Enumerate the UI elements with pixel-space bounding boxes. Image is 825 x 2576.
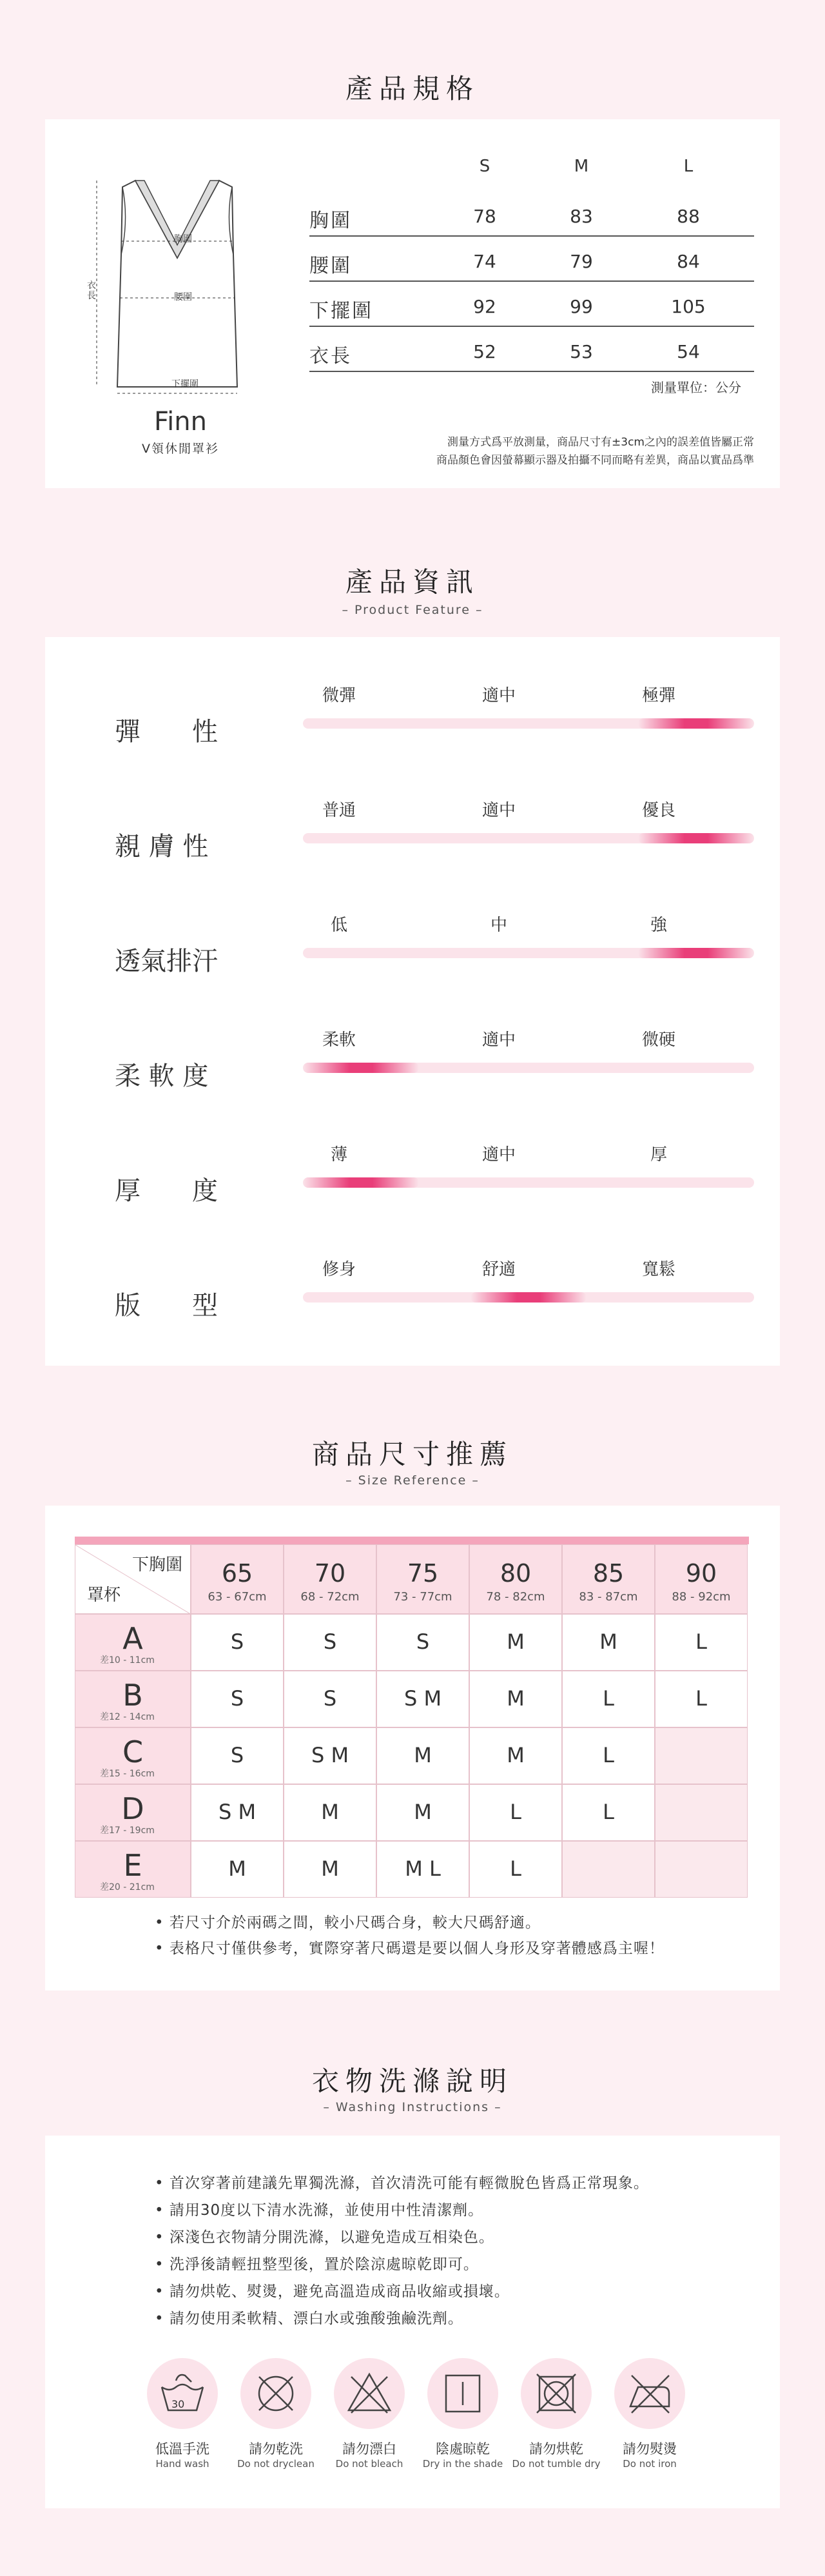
spec-row-label: 衣長 <box>309 345 352 368</box>
feature-option: 修身 <box>322 1260 356 1279</box>
spec-row-hem <box>309 280 754 327</box>
feature-option: 優良 <box>641 801 675 820</box>
wash-icon-sub: Dry in the shade <box>422 2458 503 2470</box>
size-cell: L <box>562 1784 655 1841</box>
feature-label: 親 膚 性 <box>115 832 209 861</box>
feature-subtitle: – Product Feature – <box>342 603 483 617</box>
size-cell <box>655 1727 748 1784</box>
band-number: 80 <box>500 1559 532 1588</box>
wash-line: • 深淺色衣物請分開洗滌，以避免造成互相染色。 <box>155 2229 494 2246</box>
spec-value: 78 <box>473 206 496 227</box>
wash-title: 衣物洗滌說明 <box>311 2065 513 2097</box>
feature-option: 強 <box>650 916 667 935</box>
product-desc: V領休閒罩衫 <box>142 442 219 456</box>
wash-subtitle: – Washing Instructions – <box>323 2100 502 2114</box>
wash-line: • 洗淨後請輕扭整型後，置於陰涼處晾乾即可。 <box>155 2256 479 2273</box>
feature-option: 微彈 <box>322 686 356 705</box>
band-number: 85 <box>592 1559 625 1588</box>
wash-icon-label: 請勿烘乾 <box>529 2441 583 2457</box>
size-cell: M <box>469 1727 562 1784</box>
spec-value: 79 <box>570 251 593 272</box>
size-cell: M <box>191 1841 284 1898</box>
wash-icon-sub: Do not tumble dry <box>512 2458 601 2470</box>
spec-value: 53 <box>570 341 593 362</box>
feature-option: 適中 <box>481 1145 516 1165</box>
feature-label: 版 型 <box>115 1291 218 1321</box>
color-note: 商品顏色會因螢幕顯示器及拍攝不同而略有差異，商品以實品爲準 <box>436 454 754 467</box>
feature-scale-bar <box>303 718 754 729</box>
diagram-length-label: 衣長 <box>87 280 96 301</box>
size-cell: S <box>284 1671 376 1727</box>
size-cell: S <box>376 1614 469 1671</box>
cup-letter: B <box>122 1678 143 1713</box>
size-cell: M <box>284 1841 376 1898</box>
size-cell: L <box>562 1671 655 1727</box>
spec-value: 105 <box>671 296 706 317</box>
spec-value: 88 <box>677 206 700 227</box>
size-cell: S M <box>376 1671 469 1727</box>
feature-level-marker <box>303 1063 419 1073</box>
band-header <box>284 1544 376 1614</box>
size-subtitle: – Size Reference – <box>345 1473 480 1488</box>
wash-line: • 請勿烘乾、熨燙，避免高溫造成商品收縮或損壞。 <box>155 2283 510 2300</box>
spec-row-label: 胸圍 <box>309 210 352 232</box>
cup-letter: A <box>122 1621 143 1656</box>
cup-header <box>75 1784 191 1841</box>
size-cell: L <box>562 1727 655 1784</box>
header-cup-label: 罩杯 <box>87 1586 121 1605</box>
feature-level-marker <box>471 1292 587 1303</box>
wash-line: • 請勿使用柔軟精、漂白水或強酸強鹼洗劑。 <box>155 2310 463 2327</box>
spec-row-length <box>309 326 754 372</box>
cup-header <box>75 1841 191 1898</box>
size-cell: M <box>562 1614 655 1671</box>
feature-option: 極彈 <box>641 686 675 705</box>
size-title: 商品尺寸推薦 <box>311 1439 513 1470</box>
wash-icon-label: 請勿乾洗 <box>249 2441 303 2457</box>
feature-scale-bar <box>303 1292 754 1303</box>
wash-icon-sub: Do not bleach <box>335 2458 403 2470</box>
table-corner <box>75 1544 191 1614</box>
size-cell: S <box>191 1727 284 1784</box>
band-number: 75 <box>407 1559 439 1588</box>
cup-letter: E <box>123 1848 142 1883</box>
feature-scale-bar <box>303 948 754 958</box>
band-number: 65 <box>221 1559 253 1588</box>
wash-icon-label: 低溫手洗 <box>155 2441 209 2457</box>
size-cell: S <box>191 1671 284 1727</box>
no-iron-icon <box>614 2358 685 2429</box>
size-cell <box>655 1841 748 1898</box>
feature-level-marker <box>638 948 754 958</box>
feature-option: 適中 <box>481 801 516 820</box>
feature-level-marker <box>638 833 754 843</box>
spec-row-waist <box>309 235 754 282</box>
hand-wash-icon <box>147 2358 218 2429</box>
feature-title: 產品資訊 <box>345 566 480 598</box>
dry-in-shade-icon <box>427 2358 498 2429</box>
no-dryclean-icon <box>240 2358 311 2429</box>
feature-level-marker <box>638 718 754 729</box>
wash-panel <box>45 2136 780 2508</box>
diagram-hem-label: 下擺圍 <box>171 379 199 389</box>
band-range: 68 - 72cm <box>300 1590 360 1604</box>
wash-icon-label: 請勿熨燙 <box>623 2441 677 2457</box>
band-header <box>655 1544 748 1614</box>
size-header-m: M <box>574 157 589 176</box>
cup-header <box>75 1671 191 1727</box>
size-cell: M L <box>376 1841 469 1898</box>
size-cell: M <box>469 1614 562 1671</box>
feature-option: 寬鬆 <box>641 1260 675 1279</box>
wash-temp-label: 30 <box>171 2398 185 2410</box>
no-tumble-dry-icon <box>521 2358 592 2429</box>
size-cell: S <box>284 1614 376 1671</box>
band-range: 88 - 92cm <box>672 1590 731 1604</box>
feature-option: 微硬 <box>641 1030 675 1050</box>
wash-icon-label: 請勿漂白 <box>342 2441 396 2457</box>
feature-label: 厚 度 <box>115 1176 218 1206</box>
cup-range: 差12 - 14cm <box>100 1712 155 1722</box>
band-range: 78 - 82cm <box>486 1590 545 1604</box>
feature-option: 普通 <box>322 801 356 820</box>
cup-range: 差10 - 11cm <box>100 1655 155 1666</box>
band-range: 83 - 87cm <box>579 1590 638 1604</box>
feature-scale-bar <box>303 833 754 843</box>
size-cell: L <box>469 1784 562 1841</box>
feature-panel <box>45 637 780 1366</box>
band-header <box>562 1544 655 1614</box>
cup-header <box>75 1614 191 1671</box>
feature-level-marker <box>303 1177 419 1188</box>
wash-icon-sub: Hand wash <box>155 2458 209 2470</box>
spec-value: 84 <box>677 251 700 272</box>
size-cell: L <box>469 1841 562 1898</box>
spec-row-bust <box>309 190 754 237</box>
spec-value: 92 <box>473 296 496 317</box>
feature-option: 中 <box>490 916 507 935</box>
band-number: 90 <box>685 1559 717 1588</box>
size-cell: S <box>191 1614 284 1671</box>
spec-value: 83 <box>570 206 593 227</box>
cup-range: 差17 - 19cm <box>100 1825 155 1836</box>
size-cell <box>562 1841 655 1898</box>
size-panel <box>45 1506 780 1991</box>
size-header-s: S <box>479 157 490 176</box>
wash-icon-label: 陰處晾乾 <box>436 2441 490 2457</box>
spec-value: 99 <box>570 296 593 317</box>
cup-header <box>75 1727 191 1784</box>
feature-option: 薄 <box>330 1145 347 1165</box>
feature-scale-bar <box>303 1063 754 1073</box>
band-range: 63 - 67cm <box>208 1590 267 1604</box>
spec-row-label: 腰圍 <box>309 255 352 277</box>
size-cell <box>655 1784 748 1841</box>
cup-range: 差15 - 16cm <box>100 1769 155 1779</box>
wash-icon-sub: Do not iron <box>623 2458 677 2470</box>
cup-letter: C <box>122 1735 144 1769</box>
feature-label: 柔 軟 度 <box>115 1061 209 1091</box>
feature-option: 舒適 <box>481 1260 516 1279</box>
diagram-bust-label: 胸圍 <box>174 234 192 244</box>
feature-option: 厚 <box>650 1145 667 1165</box>
spec-row-label: 下擺圍 <box>309 300 373 322</box>
size-cell: M <box>376 1727 469 1784</box>
feature-label: 透氣排汗 <box>115 947 218 976</box>
wash-line: • 首次穿著前建議先單獨洗滌，首次清洗可能有輕微脫色皆爲正常現象。 <box>155 2175 649 2192</box>
cup-letter: D <box>121 1791 144 1826</box>
size-header-l: L <box>683 157 694 176</box>
band-range: 73 - 77cm <box>393 1590 452 1604</box>
size-cell: S M <box>284 1727 376 1784</box>
size-note-2: • 表格尺寸僅供參考，實際穿著尺碼還是要以個人身形及穿著體感爲主喔！ <box>155 1940 665 1957</box>
table-top-stripe <box>75 1537 749 1544</box>
feature-option: 柔軟 <box>322 1030 356 1050</box>
size-cell: M <box>469 1671 562 1727</box>
unit-label: 測量單位：公分 <box>651 380 741 395</box>
spec-value: 52 <box>473 341 496 362</box>
product-name: Finn <box>154 407 207 437</box>
feature-option: 適中 <box>481 1030 516 1050</box>
wash-line: • 請用30度以下清水洗滌，並使用中性清潔劑。 <box>155 2202 484 2219</box>
feature-scale-bar <box>303 1177 754 1188</box>
size-cell: L <box>655 1671 748 1727</box>
size-cell: M <box>284 1784 376 1841</box>
wash-icon-sub: Do not dryclean <box>237 2458 315 2470</box>
spec-value: 54 <box>677 341 700 362</box>
size-cell: L <box>655 1614 748 1671</box>
diagram-waist-label: 腰圍 <box>174 292 192 302</box>
feature-option: 適中 <box>481 686 516 705</box>
measure-note: 測量方式爲平放測量，商品尺寸有±3cm之內的誤差值皆屬正常 <box>447 436 754 449</box>
spec-panel <box>45 119 780 488</box>
no-bleach-icon <box>334 2358 405 2429</box>
cup-range: 差20 - 21cm <box>100 1882 155 1893</box>
feature-option: 低 <box>330 916 347 935</box>
feature-label: 彈 性 <box>115 717 218 747</box>
band-header <box>191 1544 284 1614</box>
size-cell: S M <box>191 1784 284 1841</box>
band-header <box>376 1544 469 1614</box>
spec-value: 74 <box>473 251 496 272</box>
size-cell: M <box>376 1784 469 1841</box>
size-note-1: • 若尺寸介於兩碼之間，較小尺碼合身，較大尺碼舒適。 <box>155 1914 541 1931</box>
band-header <box>469 1544 562 1614</box>
band-number: 70 <box>314 1559 346 1588</box>
header-band-label: 下胸圍 <box>131 1555 182 1575</box>
spec-title: 產品規格 <box>345 73 480 104</box>
